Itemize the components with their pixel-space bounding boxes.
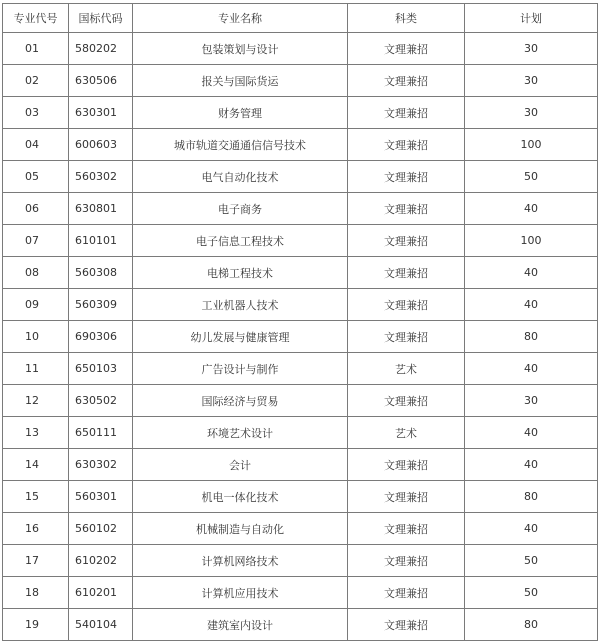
category-cell: 文理兼招 xyxy=(348,577,465,609)
table-row xyxy=(3,289,598,321)
major-code-cell: 08 xyxy=(3,257,69,289)
category-cell: 艺术 xyxy=(348,417,465,449)
category-cell: 文理兼招 xyxy=(348,33,465,65)
major-name-cell: 电子商务 xyxy=(133,193,348,225)
major-name-cell: 计算机应用技术 xyxy=(133,577,348,609)
plan-cell: 40 xyxy=(465,289,598,321)
plan-cell: 40 xyxy=(465,257,598,289)
header-row xyxy=(3,4,598,33)
plan-cell: 80 xyxy=(465,481,598,513)
major-name-cell: 幼儿发展与健康管理 xyxy=(133,321,348,353)
table-row xyxy=(3,449,598,481)
major-code-cell: 15 xyxy=(3,481,69,513)
plan-cell: 40 xyxy=(465,449,598,481)
plan-cell: 30 xyxy=(465,385,598,417)
plan-cell: 80 xyxy=(465,321,598,353)
major-code-cell: 09 xyxy=(3,289,69,321)
national-code-cell: 540104 xyxy=(69,609,133,641)
category-cell: 文理兼招 xyxy=(348,609,465,641)
major-name-cell: 环境艺术设计 xyxy=(133,417,348,449)
table-row xyxy=(3,481,598,513)
header-major-name: 专业名称 xyxy=(133,4,348,33)
table-row xyxy=(3,257,598,289)
major-code-cell: 02 xyxy=(3,65,69,97)
category-cell: 文理兼招 xyxy=(348,449,465,481)
table-row xyxy=(3,577,598,609)
category-cell: 文理兼招 xyxy=(348,257,465,289)
major-code-cell: 03 xyxy=(3,97,69,129)
category-cell: 文理兼招 xyxy=(348,225,465,257)
national-code-cell: 610101 xyxy=(69,225,133,257)
major-code-cell: 10 xyxy=(3,321,69,353)
plan-cell: 50 xyxy=(465,161,598,193)
national-code-cell: 690306 xyxy=(69,321,133,353)
table-row xyxy=(3,353,598,385)
national-code-cell: 630302 xyxy=(69,449,133,481)
major-code-cell: 17 xyxy=(3,545,69,577)
national-code-cell: 630502 xyxy=(69,385,133,417)
plan-cell: 40 xyxy=(465,353,598,385)
table-row xyxy=(3,321,598,353)
national-code-cell: 610201 xyxy=(69,577,133,609)
table-row xyxy=(3,225,598,257)
major-name-cell: 机电一体化技术 xyxy=(133,481,348,513)
national-code-cell: 560302 xyxy=(69,161,133,193)
table-row xyxy=(3,33,598,65)
major-code-cell: 07 xyxy=(3,225,69,257)
table-row xyxy=(3,129,598,161)
table-row xyxy=(3,193,598,225)
major-name-cell: 工业机器人技术 xyxy=(133,289,348,321)
major-code-cell: 19 xyxy=(3,609,69,641)
major-name-cell: 报关与国际货运 xyxy=(133,65,348,97)
header-category: 科类 xyxy=(348,4,465,33)
national-code-cell: 560301 xyxy=(69,481,133,513)
national-code-cell: 650103 xyxy=(69,353,133,385)
table-row xyxy=(3,417,598,449)
enrollment-plan-table xyxy=(2,3,598,641)
table-row xyxy=(3,545,598,577)
major-code-cell: 14 xyxy=(3,449,69,481)
major-code-cell: 18 xyxy=(3,577,69,609)
plan-cell: 50 xyxy=(465,577,598,609)
major-name-cell: 电子信息工程技术 xyxy=(133,225,348,257)
national-code-cell: 600603 xyxy=(69,129,133,161)
table-row xyxy=(3,97,598,129)
major-name-cell: 包装策划与设计 xyxy=(133,33,348,65)
category-cell: 文理兼招 xyxy=(348,385,465,417)
plan-cell: 40 xyxy=(465,417,598,449)
table-row xyxy=(3,609,598,641)
header-major-code: 专业代号 xyxy=(3,4,69,33)
category-cell: 文理兼招 xyxy=(348,65,465,97)
plan-cell: 100 xyxy=(465,225,598,257)
category-cell: 文理兼招 xyxy=(348,193,465,225)
major-name-cell: 广告设计与制作 xyxy=(133,353,348,385)
plan-cell: 80 xyxy=(465,609,598,641)
plan-cell: 30 xyxy=(465,65,598,97)
table-body xyxy=(3,33,598,641)
header-national-code: 国标代码 xyxy=(69,4,133,33)
category-cell: 文理兼招 xyxy=(348,513,465,545)
category-cell: 文理兼招 xyxy=(348,321,465,353)
major-name-cell: 电气自动化技术 xyxy=(133,161,348,193)
major-code-cell: 12 xyxy=(3,385,69,417)
category-cell: 文理兼招 xyxy=(348,97,465,129)
category-cell: 文理兼招 xyxy=(348,481,465,513)
category-cell: 文理兼招 xyxy=(348,161,465,193)
table-header xyxy=(3,4,598,33)
national-code-cell: 580202 xyxy=(69,33,133,65)
national-code-cell: 560102 xyxy=(69,513,133,545)
plan-cell: 30 xyxy=(465,97,598,129)
national-code-cell: 560309 xyxy=(69,289,133,321)
category-cell: 艺术 xyxy=(348,353,465,385)
national-code-cell: 630506 xyxy=(69,65,133,97)
major-name-cell: 会计 xyxy=(133,449,348,481)
plan-cell: 100 xyxy=(465,129,598,161)
major-code-cell: 11 xyxy=(3,353,69,385)
table-row xyxy=(3,385,598,417)
major-code-cell: 05 xyxy=(3,161,69,193)
major-code-cell: 13 xyxy=(3,417,69,449)
table-row xyxy=(3,513,598,545)
major-name-cell: 国际经济与贸易 xyxy=(133,385,348,417)
major-name-cell: 建筑室内设计 xyxy=(133,609,348,641)
category-cell: 文理兼招 xyxy=(348,289,465,321)
major-name-cell: 机械制造与自动化 xyxy=(133,513,348,545)
major-code-cell: 01 xyxy=(3,33,69,65)
major-name-cell: 电梯工程技术 xyxy=(133,257,348,289)
category-cell: 文理兼招 xyxy=(348,545,465,577)
national-code-cell: 610202 xyxy=(69,545,133,577)
major-code-cell: 04 xyxy=(3,129,69,161)
plan-cell: 50 xyxy=(465,545,598,577)
plan-cell: 40 xyxy=(465,513,598,545)
major-code-cell: 16 xyxy=(3,513,69,545)
major-code-cell: 06 xyxy=(3,193,69,225)
major-name-cell: 城市轨道交通通信信号技术 xyxy=(133,129,348,161)
category-cell: 文理兼招 xyxy=(348,129,465,161)
major-name-cell: 计算机网络技术 xyxy=(133,545,348,577)
plan-cell: 40 xyxy=(465,193,598,225)
national-code-cell: 630801 xyxy=(69,193,133,225)
table-row xyxy=(3,161,598,193)
table-row xyxy=(3,65,598,97)
national-code-cell: 630301 xyxy=(69,97,133,129)
plan-cell: 30 xyxy=(465,33,598,65)
header-plan: 计划 xyxy=(465,4,598,33)
national-code-cell: 560308 xyxy=(69,257,133,289)
national-code-cell: 650111 xyxy=(69,417,133,449)
major-name-cell: 财务管理 xyxy=(133,97,348,129)
